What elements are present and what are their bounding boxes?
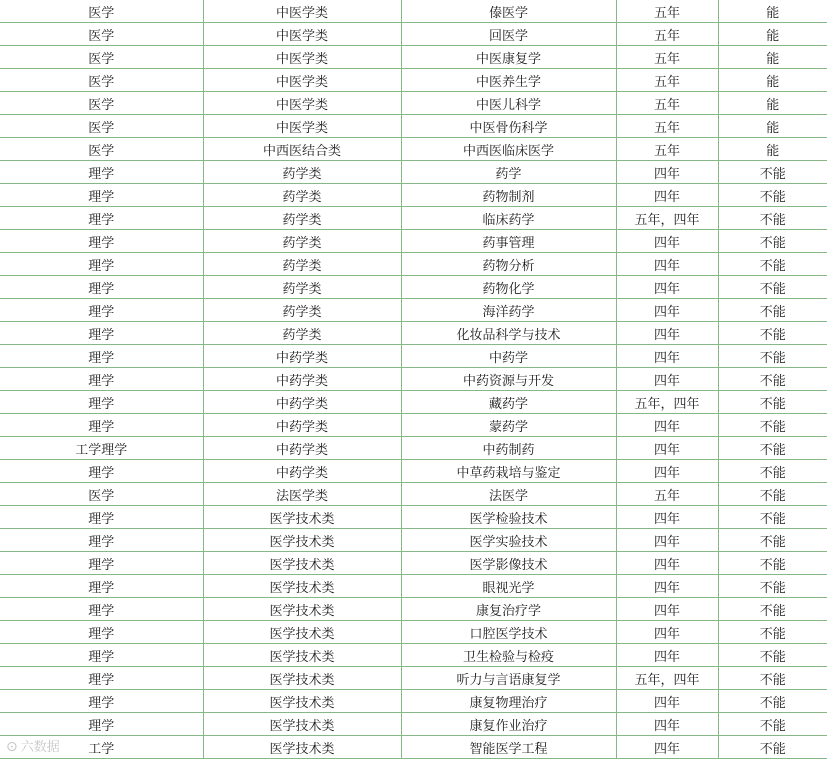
duration-cell: 四年 xyxy=(616,736,718,759)
duration-cell: 五年 xyxy=(616,138,718,161)
major-cell: 医学检验技术 xyxy=(401,506,616,529)
major-cell: 药事管理 xyxy=(401,230,616,253)
discipline-cell: 理学 xyxy=(0,161,203,184)
category-cell: 中医学类 xyxy=(203,92,401,115)
discipline-cell: 医学 xyxy=(0,138,203,161)
major-cell: 医学实验技术 xyxy=(401,529,616,552)
table-row xyxy=(0,713,827,736)
discipline-cell: 理学 xyxy=(0,598,203,621)
discipline-cell: 医学 xyxy=(0,46,203,69)
category-cell: 中药学类 xyxy=(203,368,401,391)
major-cell: 中西医临床医学 xyxy=(401,138,616,161)
table-row xyxy=(0,621,827,644)
discipline-cell: 理学 xyxy=(0,184,203,207)
discipline-cell: 理学 xyxy=(0,207,203,230)
duration-cell: 五年 xyxy=(616,483,718,506)
duration-cell: 四年 xyxy=(616,552,718,575)
category-cell: 中医学类 xyxy=(203,23,401,46)
category-cell: 中医学类 xyxy=(203,0,401,23)
table-row xyxy=(0,322,827,345)
discipline-cell: 医学 xyxy=(0,23,203,46)
discipline-cell: 理学 xyxy=(0,368,203,391)
duration-cell: 四年 xyxy=(616,230,718,253)
eligibility-cell: 能 xyxy=(718,0,827,23)
category-cell: 中医学类 xyxy=(203,69,401,92)
eligibility-cell: 不能 xyxy=(718,529,827,552)
table-row xyxy=(0,253,827,276)
discipline-cell: 理学 xyxy=(0,299,203,322)
category-cell: 药学类 xyxy=(203,276,401,299)
major-cell: 藏药学 xyxy=(401,391,616,414)
category-cell: 法医学类 xyxy=(203,483,401,506)
category-cell: 药学类 xyxy=(203,161,401,184)
major-cell: 法医学 xyxy=(401,483,616,506)
category-cell: 医学技术类 xyxy=(203,621,401,644)
discipline-cell: 理学 xyxy=(0,690,203,713)
discipline-cell: 医学 xyxy=(0,0,203,23)
major-cell: 中医养生学 xyxy=(401,69,616,92)
table-row xyxy=(0,667,827,690)
discipline-cell: 医学 xyxy=(0,483,203,506)
major-cell: 中医骨伤科学 xyxy=(401,115,616,138)
category-cell: 中医学类 xyxy=(203,115,401,138)
category-cell: 医学技术类 xyxy=(203,736,401,759)
discipline-cell: 医学 xyxy=(0,69,203,92)
discipline-cell: 理学 xyxy=(0,644,203,667)
table-row xyxy=(0,138,827,161)
category-cell: 中药学类 xyxy=(203,414,401,437)
eligibility-cell: 不能 xyxy=(718,437,827,460)
major-cell: 中药制药 xyxy=(401,437,616,460)
category-cell: 药学类 xyxy=(203,253,401,276)
duration-cell: 四年 xyxy=(616,529,718,552)
category-cell: 医学技术类 xyxy=(203,598,401,621)
discipline-cell: 理学 xyxy=(0,552,203,575)
major-cell: 智能医学工程 xyxy=(401,736,616,759)
duration-cell: 四年 xyxy=(616,184,718,207)
table-row xyxy=(0,437,827,460)
major-cell: 中医康复学 xyxy=(401,46,616,69)
major-cell: 药学 xyxy=(401,161,616,184)
category-cell: 药学类 xyxy=(203,322,401,345)
eligibility-cell: 不能 xyxy=(718,299,827,322)
major-cell: 康复作业治疗 xyxy=(401,713,616,736)
table-row xyxy=(0,552,827,575)
discipline-cell: 理学 xyxy=(0,460,203,483)
duration-cell: 五年 xyxy=(616,23,718,46)
eligibility-cell: 不能 xyxy=(718,621,827,644)
table-row xyxy=(0,69,827,92)
major-cell: 海洋药学 xyxy=(401,299,616,322)
eligibility-cell: 不能 xyxy=(718,414,827,437)
table-row xyxy=(0,414,827,437)
duration-cell: 四年 xyxy=(616,437,718,460)
duration-cell: 四年 xyxy=(616,690,718,713)
table-row xyxy=(0,161,827,184)
discipline-cell: 理学 xyxy=(0,575,203,598)
discipline-cell: 理学 xyxy=(0,276,203,299)
eligibility-cell: 能 xyxy=(718,23,827,46)
eligibility-cell: 能 xyxy=(718,138,827,161)
duration-cell: 四年 xyxy=(616,345,718,368)
table-row xyxy=(0,46,827,69)
discipline-cell: 医学 xyxy=(0,115,203,138)
table-row xyxy=(0,230,827,253)
eligibility-cell: 不能 xyxy=(718,736,827,759)
category-cell: 中药学类 xyxy=(203,437,401,460)
eligibility-cell: 能 xyxy=(718,92,827,115)
table-row xyxy=(0,92,827,115)
duration-cell: 四年 xyxy=(616,161,718,184)
table-row xyxy=(0,276,827,299)
eligibility-cell: 不能 xyxy=(718,253,827,276)
duration-cell: 五年 xyxy=(616,115,718,138)
major-cell: 蒙药学 xyxy=(401,414,616,437)
eligibility-cell: 能 xyxy=(718,115,827,138)
discipline-cell: 工学 xyxy=(0,736,203,759)
category-cell: 医学技术类 xyxy=(203,552,401,575)
category-cell: 中药学类 xyxy=(203,345,401,368)
major-cell: 康复治疗学 xyxy=(401,598,616,621)
eligibility-cell: 不能 xyxy=(718,483,827,506)
category-cell: 药学类 xyxy=(203,207,401,230)
discipline-cell: 医学 xyxy=(0,92,203,115)
logo-icon: ⊙ xyxy=(6,739,18,755)
table-row xyxy=(0,23,827,46)
duration-cell: 四年 xyxy=(616,299,718,322)
major-cell: 回医学 xyxy=(401,23,616,46)
major-cell: 傣医学 xyxy=(401,0,616,23)
major-cell: 医学影像技术 xyxy=(401,552,616,575)
eligibility-cell: 不能 xyxy=(718,368,827,391)
eligibility-cell: 不能 xyxy=(718,713,827,736)
duration-cell: 四年 xyxy=(616,575,718,598)
category-cell: 中药学类 xyxy=(203,460,401,483)
category-cell: 中药学类 xyxy=(203,391,401,414)
discipline-cell: 理学 xyxy=(0,713,203,736)
category-cell: 医学技术类 xyxy=(203,667,401,690)
category-cell: 中西医结合类 xyxy=(203,138,401,161)
major-cell: 卫生检验与检疫 xyxy=(401,644,616,667)
category-cell: 医学技术类 xyxy=(203,690,401,713)
category-cell: 中医学类 xyxy=(203,46,401,69)
major-cell: 中医儿科学 xyxy=(401,92,616,115)
major-cell: 中草药栽培与鉴定 xyxy=(401,460,616,483)
table-row xyxy=(0,184,827,207)
major-cell: 药物分析 xyxy=(401,253,616,276)
table-row xyxy=(0,529,827,552)
major-cell: 中药资源与开发 xyxy=(401,368,616,391)
duration-cell: 五年，四年 xyxy=(616,391,718,414)
major-cell: 化妆品科学与技术 xyxy=(401,322,616,345)
discipline-cell: 理学 xyxy=(0,667,203,690)
duration-cell: 四年 xyxy=(616,713,718,736)
discipline-cell: 理学 xyxy=(0,414,203,437)
eligibility-cell: 不能 xyxy=(718,276,827,299)
table-row xyxy=(0,368,827,391)
major-cell: 眼视光学 xyxy=(401,575,616,598)
eligibility-cell: 不能 xyxy=(718,644,827,667)
table-row xyxy=(0,115,827,138)
table-row xyxy=(0,644,827,667)
eligibility-cell: 不能 xyxy=(718,184,827,207)
duration-cell: 四年 xyxy=(616,506,718,529)
eligibility-cell: 不能 xyxy=(718,207,827,230)
table-row xyxy=(0,460,827,483)
major-cell: 康复物理治疗 xyxy=(401,690,616,713)
table-row xyxy=(0,690,827,713)
duration-cell: 五年 xyxy=(616,92,718,115)
table-row xyxy=(0,575,827,598)
category-cell: 药学类 xyxy=(203,230,401,253)
category-cell: 医学技术类 xyxy=(203,644,401,667)
table-row xyxy=(0,207,827,230)
major-cell: 口腔医学技术 xyxy=(401,621,616,644)
eligibility-cell: 能 xyxy=(718,69,827,92)
duration-cell: 五年 xyxy=(616,69,718,92)
discipline-cell: 工学理学 xyxy=(0,437,203,460)
category-cell: 医学技术类 xyxy=(203,506,401,529)
discipline-cell: 理学 xyxy=(0,506,203,529)
discipline-cell: 理学 xyxy=(0,621,203,644)
table-row xyxy=(0,345,827,368)
table-row xyxy=(0,506,827,529)
duration-cell: 五年 xyxy=(616,46,718,69)
table-row xyxy=(0,598,827,621)
eligibility-cell: 不能 xyxy=(718,690,827,713)
duration-cell: 五年，四年 xyxy=(616,667,718,690)
duration-cell: 四年 xyxy=(616,322,718,345)
duration-cell: 四年 xyxy=(616,460,718,483)
major-cell: 临床药学 xyxy=(401,207,616,230)
eligibility-cell: 不能 xyxy=(718,322,827,345)
eligibility-cell: 不能 xyxy=(718,345,827,368)
discipline-cell: 理学 xyxy=(0,529,203,552)
major-cell: 听力与言语康复学 xyxy=(401,667,616,690)
duration-cell: 五年 xyxy=(616,0,718,23)
duration-cell: 四年 xyxy=(616,253,718,276)
table-row xyxy=(0,0,827,23)
eligibility-cell: 不能 xyxy=(718,575,827,598)
major-cell: 药物制剂 xyxy=(401,184,616,207)
duration-cell: 四年 xyxy=(616,368,718,391)
eligibility-cell: 不能 xyxy=(718,391,827,414)
duration-cell: 四年 xyxy=(616,644,718,667)
category-cell: 医学技术类 xyxy=(203,575,401,598)
eligibility-cell: 不能 xyxy=(718,552,827,575)
eligibility-cell: 能 xyxy=(718,46,827,69)
category-cell: 药学类 xyxy=(203,299,401,322)
discipline-cell: 理学 xyxy=(0,253,203,276)
duration-cell: 四年 xyxy=(616,598,718,621)
discipline-cell: 理学 xyxy=(0,345,203,368)
discipline-cell: 理学 xyxy=(0,391,203,414)
eligibility-cell: 不能 xyxy=(718,667,827,690)
duration-cell: 四年 xyxy=(616,621,718,644)
watermark-text: 六数据 xyxy=(20,740,60,755)
category-cell: 医学技术类 xyxy=(203,529,401,552)
eligibility-cell: 不能 xyxy=(718,230,827,253)
discipline-cell: 理学 xyxy=(0,322,203,345)
duration-cell: 五年，四年 xyxy=(616,207,718,230)
table-row xyxy=(0,483,827,506)
eligibility-cell: 不能 xyxy=(718,506,827,529)
table-row xyxy=(0,391,827,414)
table-row xyxy=(0,736,827,759)
eligibility-cell: 不能 xyxy=(718,598,827,621)
category-cell: 医学技术类 xyxy=(203,713,401,736)
category-cell: 药学类 xyxy=(203,184,401,207)
eligibility-cell: 不能 xyxy=(718,460,827,483)
major-cell: 中药学 xyxy=(401,345,616,368)
table-row xyxy=(0,299,827,322)
discipline-cell: 理学 xyxy=(0,230,203,253)
eligibility-cell: 不能 xyxy=(718,161,827,184)
duration-cell: 四年 xyxy=(616,414,718,437)
major-cell: 药物化学 xyxy=(401,276,616,299)
duration-cell: 四年 xyxy=(616,276,718,299)
